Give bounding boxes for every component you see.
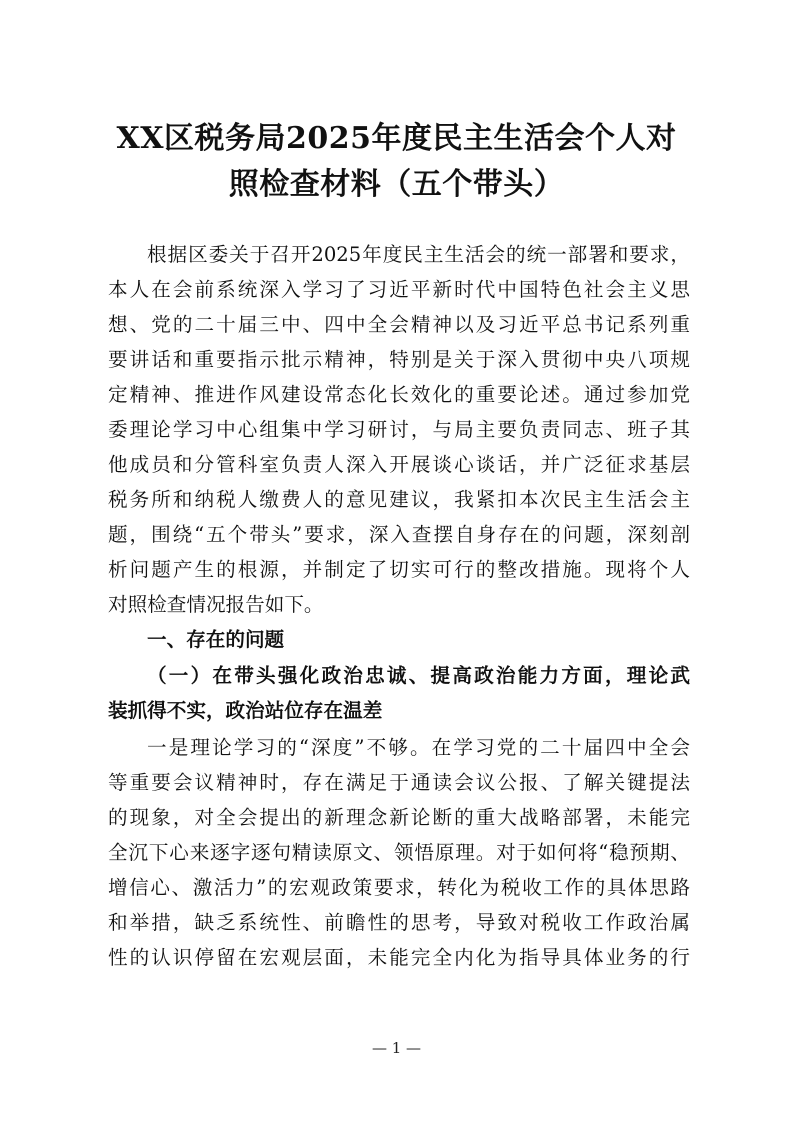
page-number: — 1 —	[371, 1039, 422, 1057]
intro-line: 定精神、推进作风建设常态化长效化的重要论述。通过参加党	[108, 383, 690, 406]
intro-line: 要讲话和重要指示批示精神，特别是关于深入贯彻中央八项规	[108, 348, 690, 371]
subsection-heading-line: 装抓得不实，政治站位存在温差	[108, 699, 383, 722]
intro-line: 根据区委关于召开2025年度民主生活会的统一部署和要求，	[147, 243, 690, 266]
intro-line: 想、党的二十届三中、四中全会精神以及习近平总书记系列重	[108, 313, 690, 336]
intro-line: 对照检查情况报告如下。	[108, 593, 324, 616]
body-line: 性的认识停留在宏观层面，未能完全内化为指导具体业务的行	[108, 946, 690, 969]
document-title	[90, 116, 703, 208]
section-heading: 一、存在的问题	[147, 628, 285, 651]
body-line: 增信心、激活力”的宏观政策要求，转化为税收工作的具体思路	[108, 876, 690, 899]
body-line: 等重要会议精神时，存在满足于通读会议公报、了解关键提法	[108, 771, 690, 794]
intro-line: 本人在会前系统深入学习了习近平新时代中国特色社会主义思	[108, 278, 690, 301]
intro-line: 析问题产生的根源，并制定了切实可行的整改措施。现将个人	[108, 558, 690, 581]
body-line: 和举措，缺乏系统性、前瞻性的思考，导致对税收工作政治属	[108, 911, 690, 934]
title-line-1: XX区税务局2025年度民主生活会个人对	[116, 121, 677, 156]
intro-line: 题，围绕“五个带头”要求，深入查摆自身存在的问题，深刻剖	[108, 523, 690, 546]
title-line-2: 照检查材料（五个带头）	[228, 167, 565, 202]
intro-line: 委理论学习中心组集中学习研讨，与局主要负责同志、班子其	[108, 418, 690, 441]
intro-line: 他成员和分管科室负责人深入开展谈心谈话，并广泛征求基层	[108, 453, 690, 476]
subsection-heading-line: （一）在带头强化政治忠诚、提高政治能力方面，理论武	[147, 664, 690, 687]
intro-line: 税务所和纳税人缴费人的意见建议，我紧扣本次民主生活会主	[108, 488, 690, 511]
body-line: 的现象，对全会提出的新理念新论断的重大战略部署，未能完	[108, 806, 690, 829]
body-line: 一是理论学习的“深度”不够。在学习党的二十届四中全会	[147, 736, 690, 759]
body-line: 全沉下心来逐字逐句精读原文、领悟原理。对于如何将“稳预期、	[108, 841, 690, 864]
